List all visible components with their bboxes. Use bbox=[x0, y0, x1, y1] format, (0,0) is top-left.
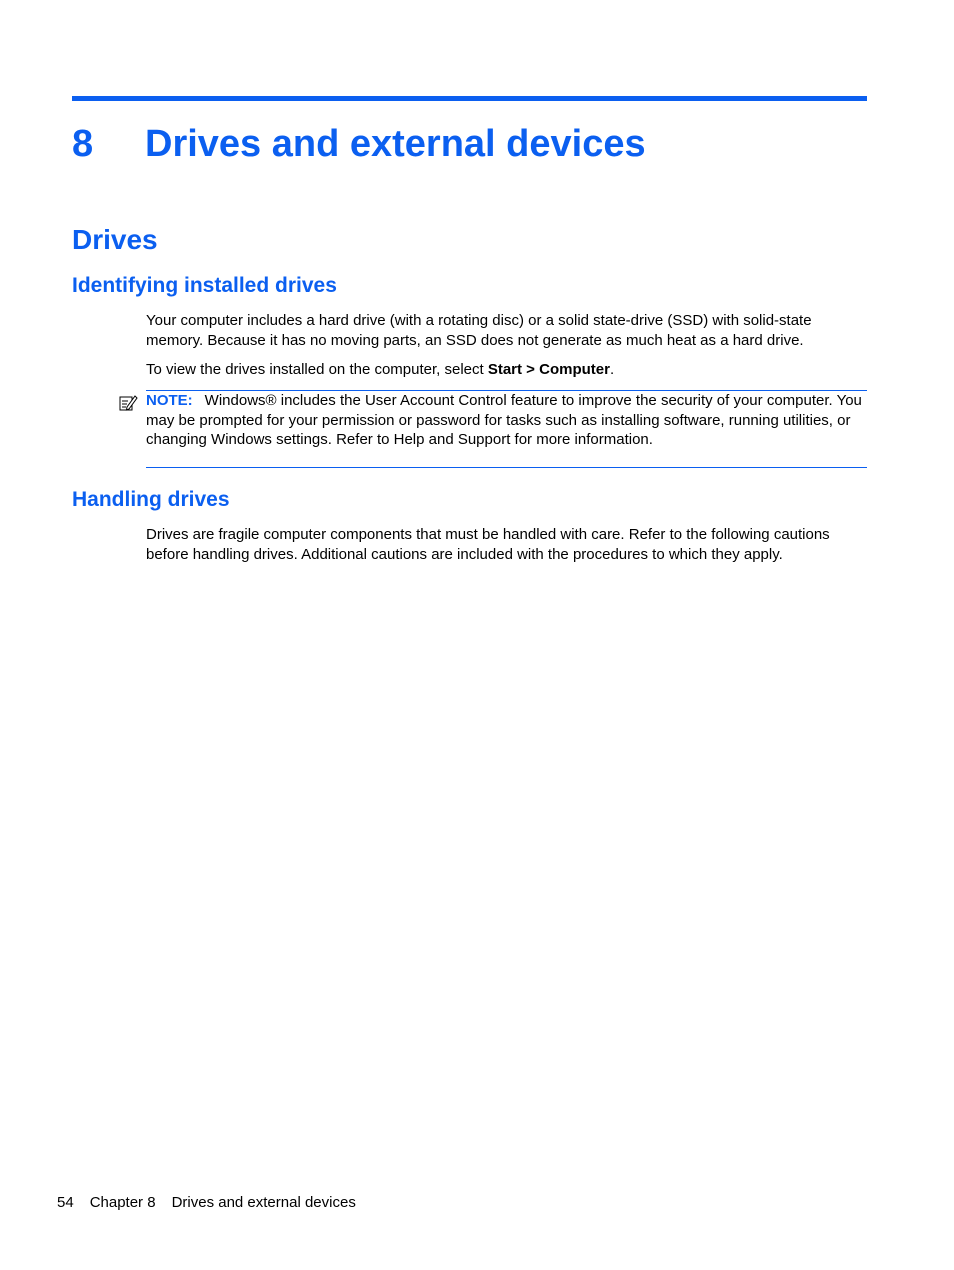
subsection-title-identifying: Identifying installed drives bbox=[72, 274, 337, 297]
handling-paragraph: Drives are fragile computer components that must be handled with care. Refer to the following cautions before handling drives. Additional cautions are included with the procedures to which they apply. bbox=[146, 526, 830, 563]
page-number: 54 bbox=[57, 1194, 74, 1211]
note-text bbox=[146, 391, 867, 450]
chapter-top-rule bbox=[72, 96, 867, 101]
footer-chapter-title: Drives and external devices bbox=[171, 1194, 356, 1211]
section-title-drives: Drives bbox=[72, 224, 158, 255]
subsection-title-handling: Handling drives bbox=[72, 488, 230, 511]
chapter-number: 8 bbox=[72, 123, 94, 165]
note-box bbox=[146, 390, 867, 468]
note-pencil-icon bbox=[118, 393, 138, 413]
chapter-title bbox=[72, 120, 646, 168]
note-body: Windows® includes the User Account Control feature to improve the security of your computer. You may be prompted for your permission or password for tasks such as installing software, running utilities, or changing Windows settings. Refer to Help and Support for more information. bbox=[146, 392, 862, 448]
chapter-title-text: Drives and external devices bbox=[145, 123, 646, 165]
start-computer-path: Start > Computer bbox=[487, 361, 610, 378]
identifying-paragraph-2-suffix: . bbox=[609, 361, 615, 378]
identifying-paragraph-2-prefix: To view the drives installed on the computer, select bbox=[146, 361, 488, 378]
identifying-paragraph-2 bbox=[146, 360, 868, 380]
page-footer bbox=[57, 1193, 372, 1212]
footer-chapter-label: Chapter 8 bbox=[89, 1194, 156, 1211]
note-label: NOTE: bbox=[146, 392, 193, 409]
identifying-paragraph-1: Your computer includes a hard drive (with a rotating disc) or a solid state-drive (SSD) with solid-state memory. Because it has no moving parts, an SSD does not generate as much heat as a hard drive. bbox=[146, 312, 812, 349]
